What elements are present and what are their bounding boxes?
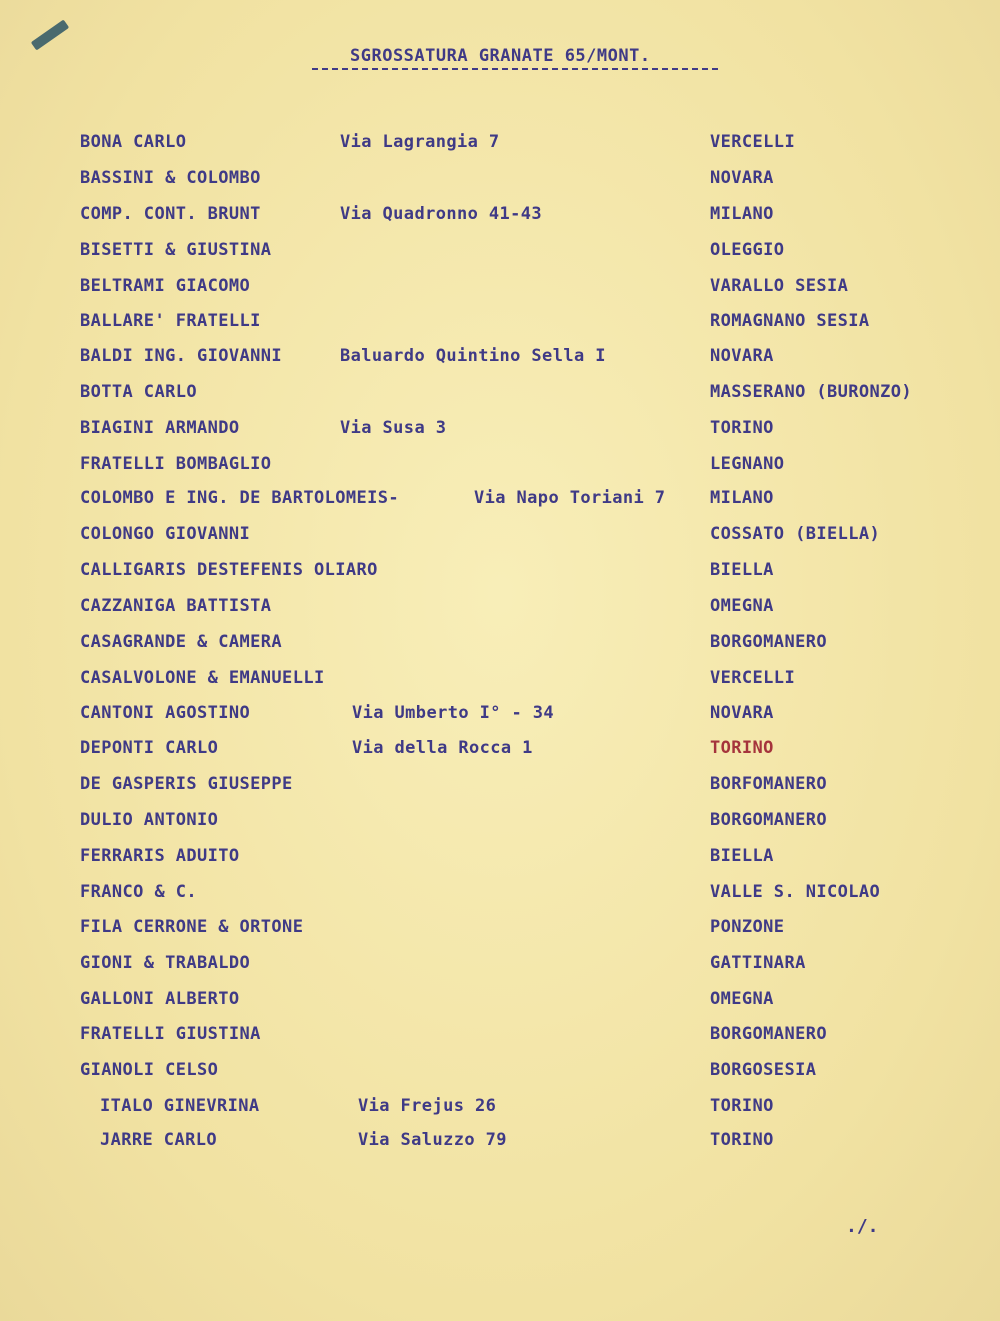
company-name: COMP. CONT. BRUNT [80, 204, 261, 224]
list-item [0, 668, 1000, 698]
list-item [0, 524, 1000, 554]
company-name: BIAGINI ARMANDO [80, 418, 240, 438]
company-name: FRANCO & C. [80, 882, 197, 902]
list-item [0, 560, 1000, 590]
company-city: BORGOMANERO [710, 810, 827, 830]
company-city: VALLE S. NICOLAO [710, 882, 881, 902]
company-city: TORINO [710, 738, 774, 758]
list-item [0, 488, 1000, 518]
tape-mark [31, 19, 70, 50]
company-name: GIANOLI CELSO [80, 1060, 219, 1080]
list-item [0, 882, 1000, 912]
company-address: Via Frejus 26 [358, 1096, 497, 1116]
company-name: BELTRAMI GIACOMO [80, 276, 251, 296]
list-item [0, 168, 1000, 198]
company-address: Baluardo Quintino Sella I [340, 346, 606, 366]
company-city: TORINO [710, 418, 774, 438]
list-item [0, 418, 1000, 448]
company-name: COLOMBO E ING. DE BARTOLOMEIS- [80, 488, 400, 508]
title-underline [312, 68, 718, 70]
company-city: NOVARA [710, 703, 774, 723]
company-address: Via Susa 3 [340, 418, 447, 438]
end-mark: ./. [846, 1216, 879, 1237]
company-city: NOVARA [710, 346, 774, 366]
list-item [0, 1130, 1000, 1160]
company-city: TORINO [710, 1096, 774, 1116]
company-city: VERCELLI [710, 668, 796, 688]
company-name: BASSINI & COLOMBO [80, 168, 261, 188]
company-name: FILA CERRONE & ORTONE [80, 917, 304, 937]
company-city: OMEGNA [710, 596, 774, 616]
company-address: Via Saluzzo 79 [358, 1130, 507, 1150]
company-name: COLONGO GIOVANNI [80, 524, 251, 544]
company-city: BORGOSESIA [710, 1060, 817, 1080]
company-name: ITALO GINEVRINA [100, 1096, 260, 1116]
company-city: BORFOMANERO [710, 774, 827, 794]
company-city: VERCELLI [710, 132, 796, 152]
company-city: NOVARA [710, 168, 774, 188]
list-item [0, 917, 1000, 947]
company-city: LEGNANO [710, 454, 785, 474]
list-item [0, 311, 1000, 341]
company-name: FRATELLI GIUSTINA [80, 1024, 261, 1044]
list-item [0, 953, 1000, 983]
company-name: FRATELLI BOMBAGLIO [80, 454, 272, 474]
company-city: VARALLO SESIA [710, 276, 849, 296]
company-name: CASAGRANDE & CAMERA [80, 632, 283, 652]
company-name: DEPONTI CARLO [80, 738, 219, 758]
list-item [0, 632, 1000, 662]
list-item [0, 989, 1000, 1019]
company-address: Via Umberto I° - 34 [352, 703, 555, 723]
company-name: DE GASPERIS GIUSEPPE [80, 774, 293, 794]
company-city: BIELLA [710, 560, 774, 580]
list-item [0, 774, 1000, 804]
company-city: GATTINARA [710, 953, 806, 973]
company-name: CASALVOLONE & EMANUELLI [80, 668, 325, 688]
company-city: ROMAGNANO SESIA [710, 311, 870, 331]
company-city: OLEGGIO [710, 240, 785, 260]
list-item [0, 240, 1000, 270]
company-address: Via della Rocca 1 [352, 738, 533, 758]
company-name: CANTONI AGOSTINO [80, 703, 251, 723]
company-city: TORINO [710, 1130, 774, 1150]
list-item [0, 1024, 1000, 1054]
list-item [0, 382, 1000, 412]
company-name: DULIO ANTONIO [80, 810, 219, 830]
company-name: FERRARIS ADUITO [80, 846, 240, 866]
company-name: GIONI & TRABALDO [80, 953, 251, 973]
company-city: BIELLA [710, 846, 774, 866]
company-city: BORGOMANERO [710, 632, 827, 652]
list-item [0, 132, 1000, 162]
company-name: BALLARE' FRATELLI [80, 311, 261, 331]
company-name: GALLONI ALBERTO [80, 989, 240, 1009]
company-city: MASSERANO (BURONZO) [710, 382, 913, 402]
list-item [0, 346, 1000, 376]
company-name: CAZZANIGA BATTISTA [80, 596, 272, 616]
company-address: Via Quadronno 41-43 [340, 204, 543, 224]
list-item [0, 276, 1000, 306]
company-name: BALDI ING. GIOVANNI [80, 346, 283, 366]
company-name: BONA CARLO [80, 132, 187, 152]
list-item [0, 596, 1000, 626]
company-name: JARRE CARLO [100, 1130, 217, 1150]
company-city: PONZONE [710, 917, 785, 937]
list-item [0, 810, 1000, 840]
company-city: COSSATO (BIELLA) [710, 524, 881, 544]
company-city: MILANO [710, 204, 774, 224]
company-name: CALLIGARIS DESTEFENIS OLIARO [80, 560, 378, 580]
list-item [0, 738, 1000, 768]
list-item [0, 204, 1000, 234]
document-title: SGROSSATURA GRANATE 65/MONT. [350, 46, 651, 66]
company-address: Via Lagrangia 7 [340, 132, 500, 152]
company-address: Via Napo Toriani 7 [474, 488, 666, 508]
company-name: BOTTA CARLO [80, 382, 197, 402]
list-item [0, 846, 1000, 876]
company-name: BISETTI & GIUSTINA [80, 240, 272, 260]
list-item [0, 454, 1000, 484]
list-item [0, 1060, 1000, 1090]
company-city: BORGOMANERO [710, 1024, 827, 1044]
company-city: OMEGNA [710, 989, 774, 1009]
list-item [0, 703, 1000, 733]
company-city: MILANO [710, 488, 774, 508]
list-item [0, 1096, 1000, 1126]
